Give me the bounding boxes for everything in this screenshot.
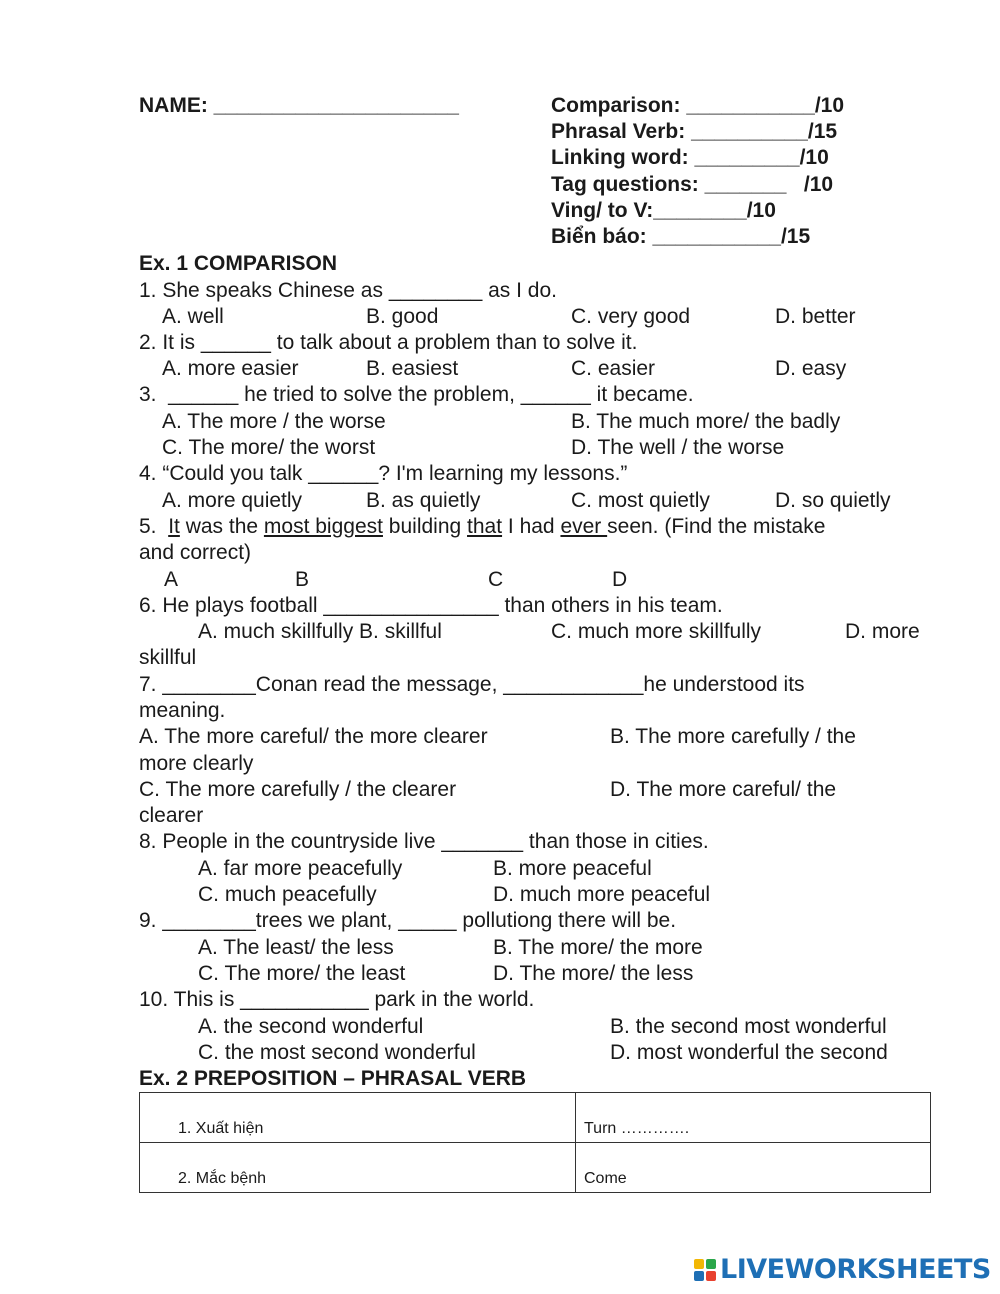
q4-option-a[interactable]: A. more quietly — [162, 489, 303, 512]
q8-option-d[interactable]: D. much more peaceful — [493, 883, 711, 906]
ex2-title: Ex. 2 PREPOSITION – PHRASAL VERB — [139, 1067, 527, 1090]
q9-option-b[interactable]: B. The more/ the more — [493, 936, 703, 959]
q4-option-b[interactable]: B. as quietly — [366, 489, 481, 512]
liveworksheets-logo-icon — [694, 1259, 716, 1281]
q4-option-c[interactable]: C. most quietly — [571, 489, 710, 512]
table-cell-vietnamese: 2. Mắc bệnh — [140, 1143, 576, 1193]
q7-option-d-wrap: clearer — [139, 804, 204, 827]
score-linking-word: Linking word: _________/10 — [551, 146, 829, 169]
q3-option-d[interactable]: D. The well / the worse — [571, 436, 785, 459]
q5-option-a[interactable]: A — [164, 568, 179, 591]
q6-option-c[interactable]: C. much more skillfully — [551, 620, 762, 643]
q5-underlined-c: that — [467, 515, 503, 538]
q2-option-b[interactable]: B. easiest — [366, 357, 459, 380]
score-tag-questions: Tag questions: _______ /10 — [551, 173, 834, 196]
q8-option-c[interactable]: C. much peacefully — [198, 883, 377, 906]
q1-option-a[interactable]: A. well — [162, 305, 224, 328]
q5-underlined-b: most biggest — [263, 515, 383, 538]
q7-option-c[interactable]: C. The more carefully / the clearer — [139, 778, 457, 801]
q10-stem: 10. This is ___________ park in the world. — [139, 988, 535, 1011]
ex1-title: Ex. 1 COMPARISON — [139, 252, 337, 275]
score-comparison: Comparison: ___________/10 — [551, 94, 845, 117]
q8-stem: 8. People in the countryside live _______ than those in cities. — [139, 830, 709, 853]
table-row — [140, 1143, 931, 1193]
q5-underlined-d: ever — [560, 515, 608, 538]
q4-stem: 4. “Could you talk ______? I'm learning my lessons.” — [139, 462, 628, 485]
q10-option-d[interactable]: D. most wonderful the second — [610, 1041, 888, 1064]
q4-option-d[interactable]: D. so quietly — [775, 489, 891, 512]
q2-option-d[interactable]: D. easy — [775, 357, 847, 380]
score-phrasal-verb: Phrasal Verb: __________/15 — [551, 120, 838, 143]
liveworksheets-watermark — [694, 1254, 991, 1285]
score-bien-bao: Biển báo: ___________/15 — [551, 225, 811, 248]
q2-stem: 2. It is ______ to talk about a problem than to solve it. — [139, 331, 638, 354]
q6-option-ab[interactable]: A. much skillfully B. skillful — [198, 620, 442, 643]
q3-option-a[interactable]: A. The more / the worse — [162, 410, 386, 433]
q5-stem-wrap: and correct) — [139, 541, 252, 564]
q3-option-b[interactable]: B. The much more/ the badly — [571, 410, 841, 433]
q6-option-d[interactable]: D. more — [845, 620, 920, 643]
q7-option-b-wrap: more clearly — [139, 752, 254, 775]
q5-text: building — [382, 515, 468, 538]
q7-option-b[interactable]: B. The more carefully / the — [610, 725, 856, 748]
q1-option-d[interactable]: D. better — [775, 305, 856, 328]
q2-option-c[interactable]: C. easier — [571, 357, 656, 380]
q3-stem: 3. ______ he tried to solve the problem, ______ it became. — [139, 383, 694, 406]
name-field: NAME: _____________________ — [139, 94, 459, 117]
q7-stem: 7. ________Conan read the message, ____________he understood its — [139, 673, 805, 696]
score-ving-to-v: Ving/ to V:________/10 — [551, 199, 776, 222]
q1-stem: 1. She speaks Chinese as ________ as I do. — [139, 279, 557, 302]
liveworksheets-wordmark: LIVEWORKSHEETS — [720, 1254, 991, 1285]
q5-underlined-a: It — [168, 515, 180, 538]
q1-option-b[interactable]: B. good — [366, 305, 439, 328]
q5-option-b[interactable]: B — [295, 568, 310, 591]
q8-option-a[interactable]: A. far more peacefully — [198, 857, 403, 880]
q10-option-a[interactable]: A. the second wonderful — [198, 1015, 424, 1038]
q6-stem: 6. He plays football _______________ than others in his team. — [139, 594, 723, 617]
q5-stem — [139, 514, 825, 540]
q5-text: I had — [502, 515, 561, 538]
q10-option-b[interactable]: B. the second most wonderful — [610, 1015, 887, 1038]
q1-option-c[interactable]: C. very good — [571, 305, 691, 328]
q7-stem-wrap: meaning. — [139, 699, 226, 722]
q5-text: was the — [179, 515, 264, 538]
q5-option-d[interactable]: D — [612, 568, 628, 591]
q2-option-a[interactable]: A. more easier — [162, 357, 299, 380]
q5-option-c[interactable]: C — [488, 568, 504, 591]
table-row — [140, 1093, 931, 1143]
table-cell-vietnamese: 1. Xuất hiện — [140, 1093, 576, 1143]
q10-option-c[interactable]: C. the most second wonderful — [198, 1041, 476, 1064]
q6-option-d-wrap: skillful — [139, 646, 197, 669]
table-cell-answer[interactable]: Turn …………. — [576, 1093, 931, 1143]
q9-option-d[interactable]: D. The more/ the less — [493, 962, 694, 985]
q5-text: seen. (Find the mistake — [607, 515, 826, 538]
q5-text: 5. — [139, 515, 169, 538]
q9-option-a[interactable]: A. The least/ the less — [198, 936, 394, 959]
table-cell-answer[interactable]: Come — [576, 1143, 931, 1193]
q8-option-b[interactable]: B. more peaceful — [493, 857, 652, 880]
phrasal-verb-table — [139, 1092, 931, 1193]
q7-option-d[interactable]: D. The more careful/ the — [610, 778, 837, 801]
q3-option-c[interactable]: C. The more/ the worst — [162, 436, 376, 459]
q9-option-c[interactable]: C. The more/ the least — [198, 962, 406, 985]
q9-stem: 9. ________trees we plant, _____ pollutiong there will be. — [139, 909, 677, 932]
q7-option-a[interactable]: A. The more careful/ the more clearer — [139, 725, 488, 748]
